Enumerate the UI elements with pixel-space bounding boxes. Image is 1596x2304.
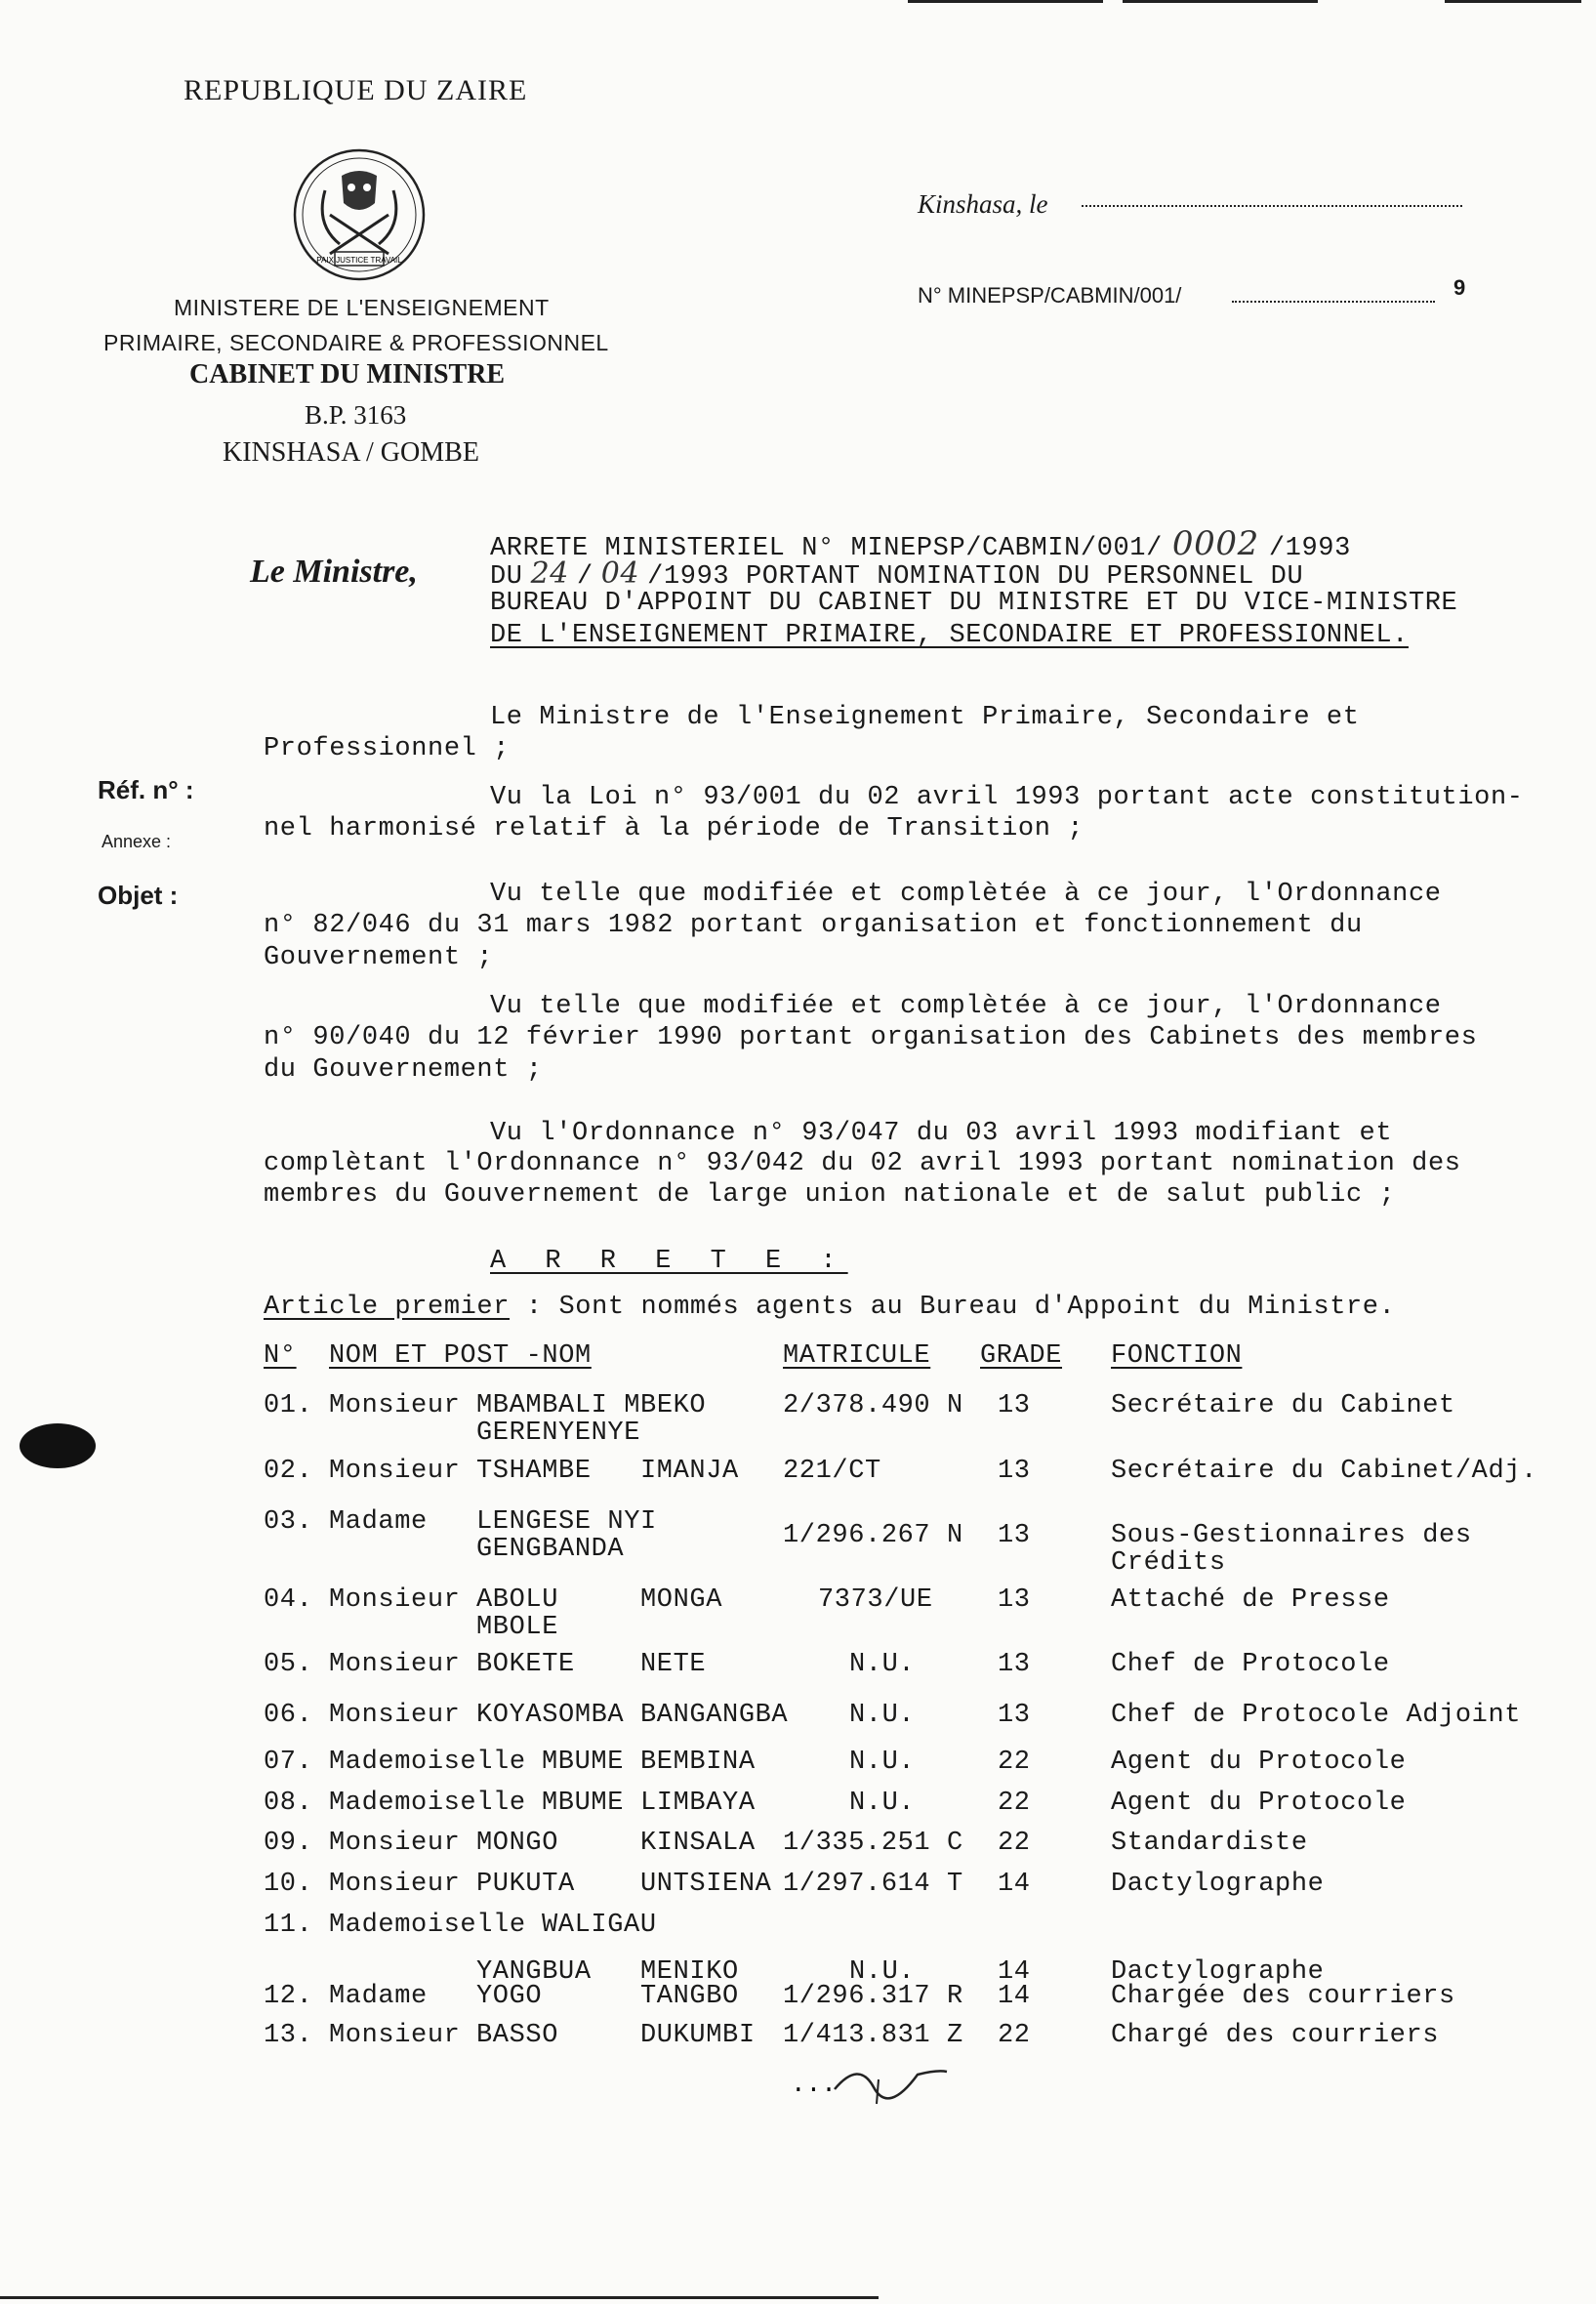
row-fonction: Chargé des courriers: [1111, 2021, 1440, 2050]
row-name-b: KINSALA: [640, 1829, 756, 1858]
row-name-b: IMANJA: [640, 1457, 739, 1486]
row-number: 03.: [264, 1507, 313, 1537]
row-name-b: BEMBINA: [640, 1748, 756, 1777]
row-number: 06.: [264, 1701, 313, 1730]
row-fonction-2: Crédits: [1111, 1548, 1226, 1578]
row-fonction: Secrétaire du Cabinet/Adj.: [1111, 1457, 1537, 1486]
annexe-label: Annexe :: [102, 832, 172, 851]
title-line2-text: /1993 PORTANT NOMINATION DU PERSONNEL DU: [647, 562, 1304, 592]
reference-number: N° MINEPSP/CABMIN/001/: [918, 283, 1182, 308]
top-edge-line-2: [1123, 0, 1318, 3]
row-name: LENGESE NYI: [476, 1507, 657, 1537]
row-number: 08.: [264, 1789, 313, 1818]
row-number: 04.: [264, 1585, 313, 1615]
bottom-edge-line: [0, 2296, 879, 2299]
row-fonction: Attaché de Presse: [1111, 1585, 1390, 1615]
reference-suffix: 9: [1453, 275, 1466, 300]
row-number: 05.: [264, 1650, 313, 1679]
ministry-line2: PRIMAIRE, SECONDAIRE & PROFESSIONNEL: [103, 330, 609, 355]
article-text: : Sont nommés agents au Bureau d'Appoint du Ministre.: [525, 1293, 1396, 1322]
row-grade: 22: [998, 1748, 1031, 1777]
row-grade: 13: [998, 1391, 1031, 1420]
row-civility: Mademoiselle: [329, 1911, 526, 1940]
top-edge-line-3: [1445, 0, 1581, 3]
col-header-grade: GRADE: [980, 1341, 1063, 1371]
row-name: KOYASOMBA: [476, 1701, 625, 1730]
row-name-b: NETE: [640, 1650, 707, 1679]
row-civility: Monsieur: [329, 1870, 461, 1899]
row-fonction: Agent du Protocole: [1111, 1789, 1407, 1818]
reference-dotted-line: [1232, 283, 1435, 303]
objet-label: Objet :: [98, 881, 179, 910]
row-matricule: 1/413.831 Z: [783, 2021, 963, 2050]
row-civility: Monsieur: [329, 2021, 461, 2050]
row-civility: Monsieur: [329, 1585, 461, 1615]
row-grade: 13: [998, 1457, 1031, 1486]
row-grade: 22: [998, 1829, 1031, 1858]
row-grade: 13: [998, 1650, 1031, 1679]
row-grade: 22: [998, 2021, 1031, 2050]
postal-box: B.P. 3163: [305, 400, 407, 430]
row-matricule: N.U.: [849, 1789, 916, 1818]
row-name: MBUME: [542, 1789, 625, 1818]
row-civility: Madame: [329, 1982, 428, 2011]
row-civility: Madame: [329, 1507, 428, 1537]
p2-line1: Vu la Loi n° 93/001 du 02 avril 1993 portant acte constitution-: [490, 783, 1524, 812]
p5-line1: Vu l'Ordonnance n° 93/047 du 03 avril 1993 modifiant et: [490, 1119, 1393, 1148]
col-header-no: N°: [264, 1341, 297, 1371]
continuation-dots: ...: [791, 2070, 837, 2099]
coat-of-arms-seal: [291, 146, 428, 283]
row-civility: Mademoiselle: [329, 1789, 526, 1818]
col-header-matricule: MATRICULE: [783, 1341, 931, 1371]
row-number: 02.: [264, 1457, 313, 1486]
date-label: Kinshasa, le: [918, 189, 1048, 219]
row-name-b: TANGBO: [640, 1982, 739, 2011]
row-name-b: UNTSIENA: [640, 1870, 772, 1899]
title-line2: [490, 556, 1303, 592]
row-name: BASSO: [476, 2021, 559, 2050]
row-number: 09.: [264, 1829, 313, 1858]
row-civility: Monsieur: [329, 1829, 461, 1858]
row-fonction: Agent du Protocole: [1111, 1748, 1407, 1777]
le-ministre-heading: Le Ministre,: [250, 554, 418, 590]
row-matricule: 1/296.267 N: [783, 1521, 963, 1550]
row-number: 13.: [264, 2021, 313, 2050]
p5-line3: membres du Gouvernement de large union nationale et de salut public ;: [264, 1180, 1396, 1210]
row-fonction: Dactylographe: [1111, 1870, 1325, 1899]
row-name: PUKUTA: [476, 1870, 575, 1899]
row-matricule: N.U.: [849, 1957, 916, 1987]
row-number: 01.: [264, 1391, 313, 1420]
col-header-fonction: FONCTION: [1111, 1341, 1243, 1371]
p2-line2: nel harmonisé relatif à la période de Transition ;: [264, 814, 1084, 843]
row-grade: 14: [998, 1982, 1031, 2011]
scan-ink-blot: [20, 1423, 96, 1468]
top-edge-line-1: [908, 0, 1103, 3]
handwritten-day: 24: [530, 556, 569, 591]
row-name: WALIGAU: [542, 1911, 657, 1940]
row-name-2b: MENIKO: [640, 1957, 739, 1987]
p1-line1: Le Ministre de l'Enseignement Primaire, Secondaire et: [490, 703, 1360, 732]
row-name-b: DUKUMBI: [640, 2021, 756, 2050]
date-dotted-line: [1082, 184, 1462, 207]
row-number: 07.: [264, 1748, 313, 1777]
city-line: KINSHASA / GOMBE: [223, 437, 479, 468]
p3-line3: Gouvernement ;: [264, 943, 494, 972]
handwritten-month: 04: [600, 556, 640, 591]
row-civility: Monsieur: [329, 1457, 461, 1486]
title-line3: BUREAU D'APPOINT DU CABINET DU MINISTRE ET DU VICE-MINISTRE: [490, 589, 1458, 618]
row-matricule: 1/296.317 R: [783, 1982, 963, 2011]
col-header-name: NOM ET POST -NOM: [329, 1341, 592, 1371]
row-fonction: Sous-Gestionnaires des: [1111, 1521, 1472, 1550]
row-fonction: Chef de Protocole Adjoint: [1111, 1701, 1522, 1730]
row-grade: 22: [998, 1789, 1031, 1818]
p3-line2: n° 82/046 du 31 mars 1982 portant organisation et fonctionnement du: [264, 911, 1363, 940]
row-grade: 14: [998, 1957, 1031, 1987]
date-separator: /: [576, 562, 593, 592]
row-fonction: Dactylographe: [1111, 1957, 1325, 1987]
row-name: TSHAMBE: [476, 1457, 592, 1486]
row-civility: Monsieur: [329, 1391, 461, 1420]
row-name: MBUME: [542, 1748, 625, 1777]
continuation-mark: [781, 2050, 957, 2109]
republic-title: REPUBLIQUE DU ZAIRE: [184, 74, 528, 106]
article-label: Article premier: [264, 1293, 511, 1322]
arrete-heading: A R R E T E :: [490, 1247, 848, 1276]
row-fonction: Chargée des courriers: [1111, 1982, 1455, 2011]
row-matricule: 1/335.251 C: [783, 1829, 963, 1858]
row-number: 10.: [264, 1870, 313, 1899]
row-matricule: N.U.: [849, 1701, 916, 1730]
p4-line1: Vu telle que modifiée et complètée à ce jour, l'Ordonnance: [490, 992, 1442, 1021]
row-number: 12.: [264, 1982, 313, 2011]
row-matricule: 7373/UE: [818, 1585, 933, 1615]
row-name: MBAMBALI MBEKO: [476, 1391, 707, 1420]
handwritten-number: 0002: [1171, 524, 1259, 563]
row-name-2: GENGBANDA: [476, 1535, 625, 1564]
row-fonction: Standardiste: [1111, 1829, 1308, 1858]
row-name-2: GERENYENYE: [476, 1419, 641, 1448]
ref-label: Réf. n° :: [98, 775, 194, 804]
ministry-line1: MINISTERE DE L'ENSEIGNEMENT: [174, 295, 550, 320]
p4-line3: du Gouvernement ;: [264, 1055, 543, 1085]
row-name: BOKETE: [476, 1650, 575, 1679]
title-line1-text: ARRETE MINISTERIEL N° MINEPSP/CABMIN/001/: [490, 534, 1163, 563]
row-matricule: 221/CT: [783, 1457, 881, 1486]
row-name: YOGO: [476, 1982, 543, 2011]
p5-line2: complètant l'Ordonnance n° 93/042 du 02 avril 1993 portant nomination des: [264, 1149, 1461, 1178]
row-name-b: LIMBAYA: [640, 1789, 756, 1818]
row-name: MONGO: [476, 1829, 559, 1858]
row-name: ABOLU: [476, 1585, 559, 1615]
row-name-2: YANGBUA: [476, 1957, 592, 1987]
row-name-b: MONGA: [640, 1585, 723, 1615]
row-matricule: 1/297.614 T: [783, 1870, 963, 1899]
row-civility: Mademoiselle: [329, 1748, 526, 1777]
row-name-2: MBOLE: [476, 1613, 559, 1642]
p1-line2: Professionnel ;: [264, 734, 511, 763]
row-fonction: Secrétaire du Cabinet: [1111, 1391, 1455, 1420]
seal-motto: PAIX JUSTICE TRAVAIL: [316, 256, 402, 265]
title-line1-year: /1993: [1268, 534, 1351, 563]
row-grade: 13: [998, 1585, 1031, 1615]
row-matricule: 2/378.490 N: [783, 1391, 963, 1420]
row-matricule: N.U.: [849, 1650, 916, 1679]
row-grade: 14: [998, 1870, 1031, 1899]
row-name-b: BANGANGBA: [640, 1701, 789, 1730]
title-line2-du: DU: [490, 562, 523, 592]
row-civility: Monsieur: [329, 1701, 461, 1730]
row-matricule: N.U.: [849, 1748, 916, 1777]
row-number: 11.: [264, 1911, 313, 1940]
row-grade: 13: [998, 1701, 1031, 1730]
title-line4: DE L'ENSEIGNEMENT PRIMAIRE, SECONDAIRE ET PROFESSIONNEL.: [490, 621, 1409, 650]
p4-line2: n° 90/040 du 12 février 1990 portant organisation des Cabinets des membres: [264, 1023, 1478, 1052]
row-civility: Monsieur: [329, 1650, 461, 1679]
article-premier: [264, 1293, 1395, 1322]
cabinet-title: CABINET DU MINISTRE: [189, 359, 506, 390]
p3-line1: Vu telle que modifiée et complètée à ce jour, l'Ordonnance: [490, 880, 1442, 909]
row-fonction: Chef de Protocole: [1111, 1650, 1390, 1679]
row-grade: 13: [998, 1521, 1031, 1550]
